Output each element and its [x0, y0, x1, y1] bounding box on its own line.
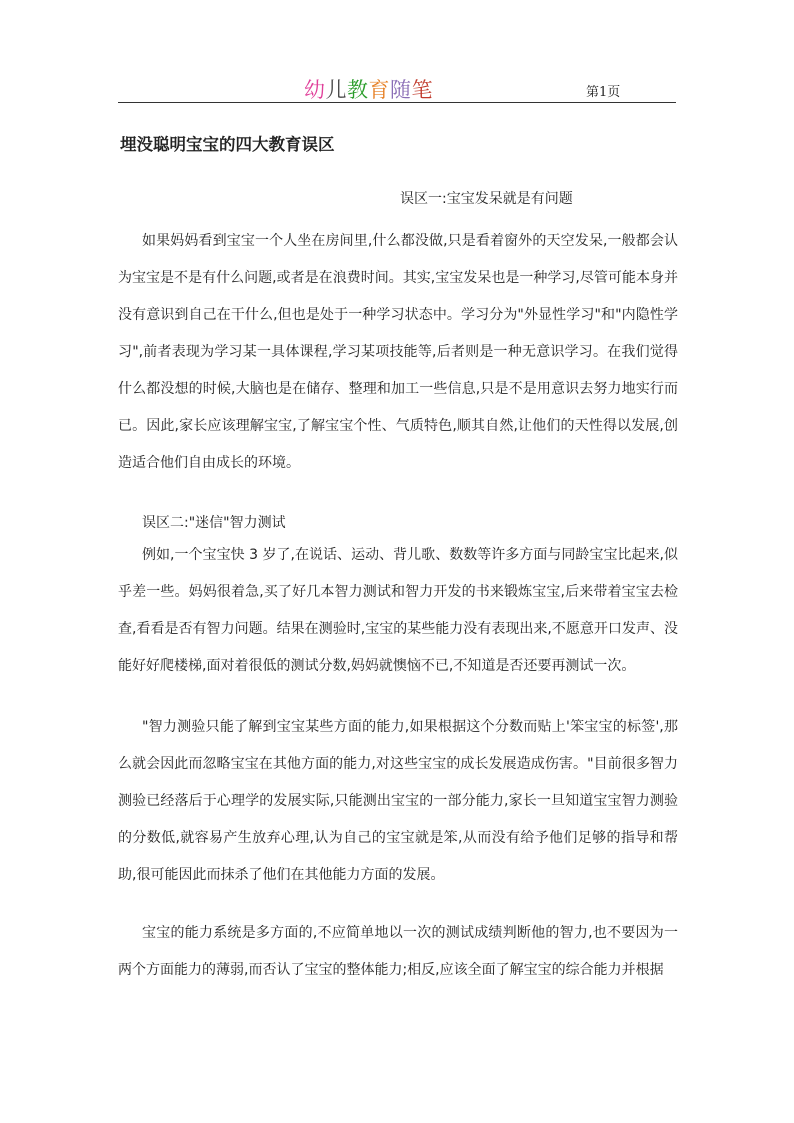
paragraph-4: 宝宝的能力系统是多方面的,不应简单地以一次的测试成绩判断他的智力,也不要因为一两个方面能力的薄弱,而否认了宝宝的整体能力;相反,应该全面了解宝宝的综合能力并根据	[118, 925, 678, 978]
page-number: 第1页	[586, 85, 621, 100]
header-title-char: 幼	[304, 78, 326, 102]
header-title-char: 育	[368, 78, 390, 102]
section-heading-1: 误区一:宝宝发呆就是有问题	[400, 191, 573, 207]
paragraph-1: 如果妈妈看到宝宝一个人坐在房间里,什么都没做,只是看着窗外的天空发呆,一般都会认为宝宝是不是有什么问题,或者是在浪费时间。其实,宝宝发呆也是一种学习,尽管可能本身并没有意识到自己在干什么,但也是处于一种学习状态中。学习分为"外显性学习"和"内隐性学习",前者表现为学习某一具体课程,学习某项技能等,后者则是一种无意识学习。在我们觉得什么都没想的时候,大脑也是在储存、整理和加工一些信息,只是不是用意识去努力地实行而已。因此,家长应该理解宝宝,了解宝宝个性、气质特色,顺其自然,让他们的天性得以发展,创造适合他们自由成长的环境。	[118, 233, 678, 471]
section-heading-2: 误区二:"迷信"智力测试	[142, 515, 286, 531]
paragraph-3: "智力测验只能了解到宝宝某些方面的能力,如果根据这个分数而贴上'笨宝宝的标签',那么就会因此而忽略宝宝在其他方面的能力,对这些宝宝的成长发展造成伤害。"目前很多智力测验已经落后于心理学的发展实际,只能测出宝宝的一部分能力,家长一旦知道宝宝智力测验的分数低,就容易产生放弃心理,认为自己的宝宝就是笨,从而没有给予他们足够的指导和帮助,很可能因此而抹杀了他们在其他能力方面的发展。	[118, 719, 678, 883]
header-title-char: 笔	[411, 78, 433, 102]
page-header	[118, 72, 676, 103]
document-title: 埋没聪明宝宝的四大教育误区	[120, 135, 335, 154]
header-title-char: 儿	[325, 78, 347, 102]
header-title-char: 随	[390, 78, 412, 102]
header-title	[304, 74, 433, 104]
header-title-char: 教	[347, 78, 369, 102]
paragraph-2: 例如,一个宝宝快 3 岁了,在说话、运动、背儿歌、数数等许多方面与同龄宝宝比起来,似乎差一些。妈妈很着急,买了好几本智力测试和智力开发的书来锻炼宝宝,后来带着宝宝去检查,看看是否有智力问题。结果在测验时,宝宝的某些能力没有表现出来,不愿意开口发声、没能好好爬楼梯,面对着很低的测试分数,妈妈就懊恼不已,不知道是否还要再测试一次。	[118, 547, 678, 674]
